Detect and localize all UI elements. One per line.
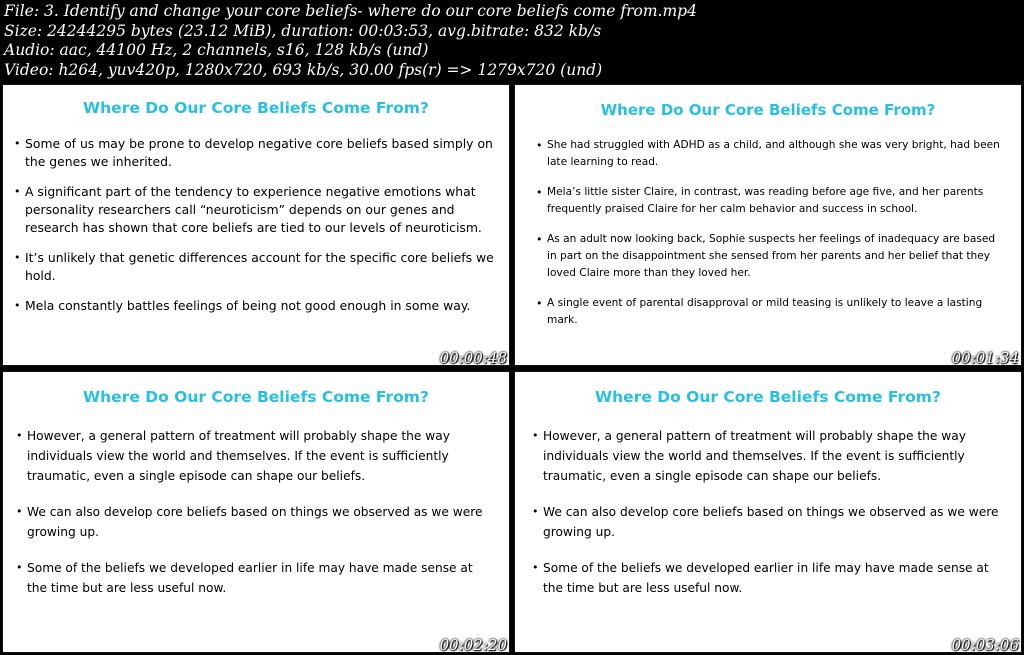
thumbnail-cell[interactable]	[0, 369, 512, 655]
media-info-header	[0, 0, 1024, 82]
slide-bullet-list	[13, 135, 495, 315]
thumbnail-grid	[0, 82, 1024, 655]
slide-title: Where Do Our Core Beliefs Come From?	[595, 387, 941, 406]
list-item: • A single event of parental disapproval or mild teasing is unlikely to leave a lasting mark.	[535, 295, 1005, 329]
slide-title: Where Do Our Core Beliefs Come From?	[600, 101, 936, 119]
file-name-line: File: 3. Identify and change your core beliefs- where do our core beliefs come from.mp4	[4, 2, 697, 20]
thumbnail-cell[interactable]	[0, 82, 512, 368]
list-item: • However, a general pattern of treatment will probably shape the way individuals view the world and themselves. If the event is sufficiently traumatic, even a single episode can shape our beliefs.	[531, 426, 1005, 486]
list-item: • However, a general pattern of treatment will probably shape the way individuals view the world and themselves. If the event is sufficiently traumatic, even a single episode can shape our beliefs.	[15, 426, 493, 486]
slide-frame	[514, 84, 1022, 366]
video-info-line: Video: h264, yuv420p, 1280x720, 693 kb/s, 30.00 fps(r) => 1279x720 (und)	[4, 60, 603, 79]
slide-bullet-list	[15, 426, 493, 598]
list-item: • Some of the beliefs we developed earlier in life may have made sense at the time but are less useful now.	[15, 558, 493, 598]
thumbnail-cell[interactable]	[512, 82, 1024, 368]
list-item: • We can also develop core beliefs based on things we observed as we were growing up.	[531, 502, 1005, 542]
slide-bullet-list	[535, 137, 1005, 329]
list-item: • She had struggled with ADHD as a child, and although she was very bright, had been late learning to read.	[535, 137, 1005, 171]
list-item: • Some of us may be prone to develop negative core beliefs based simply on the genes we inherited.	[13, 135, 495, 171]
list-item: • It’s unlikely that genetic differences account for the specific core beliefs we hold.	[13, 249, 495, 285]
list-item: • Some of the beliefs we developed earlier in life may have made sense at the time but are less useful now.	[531, 558, 1005, 598]
list-item: • Mela constantly battles feelings of being not good enough in some way.	[13, 297, 495, 315]
audio-info-line: Audio: aac, 44100 Hz, 2 channels, s16, 128 kb/s (und)	[4, 41, 429, 59]
slide-title: Where Do Our Core Beliefs Come From?	[83, 99, 429, 117]
list-item: • As an adult now looking back, Sophie suspects her feelings of inadequacy are based in part on the disappointment she sensed from her parents and her belief that they loved Claire more than they loved her.	[535, 231, 1005, 282]
list-item: • Mela’s little sister Claire, in contrast, was reading before age five, and her parents frequently praised Claire for her calm behavior and success in school.	[535, 184, 1005, 218]
slide-bullet-list	[531, 426, 1005, 598]
thumbnail-cell[interactable]	[512, 369, 1024, 655]
list-item: • A significant part of the tendency to experience negative emotions what personality researchers call “neuroticism” depends on our genes and research has shown that core beliefs are tied to our levels of neuroticism.	[13, 183, 495, 237]
thumbnail-timestamp: 00:03:06	[951, 635, 1019, 654]
slide-frame	[2, 371, 510, 653]
thumbnail-timestamp: 00:00:48	[439, 349, 507, 367]
slide-frame	[2, 84, 510, 366]
slide-title: Where Do Our Core Beliefs Come From?	[83, 387, 429, 406]
slide-frame	[514, 371, 1022, 653]
thumbnail-timestamp: 00:02:20	[439, 635, 507, 654]
file-size-line: Size: 24244295 bytes (23.12 MiB), duration: 00:03:53, avg.bitrate: 832 kb/s	[4, 21, 602, 40]
thumbnail-timestamp: 00:01:34	[951, 349, 1019, 367]
list-item: • We can also develop core beliefs based on things we observed as we were growing up.	[15, 502, 493, 542]
